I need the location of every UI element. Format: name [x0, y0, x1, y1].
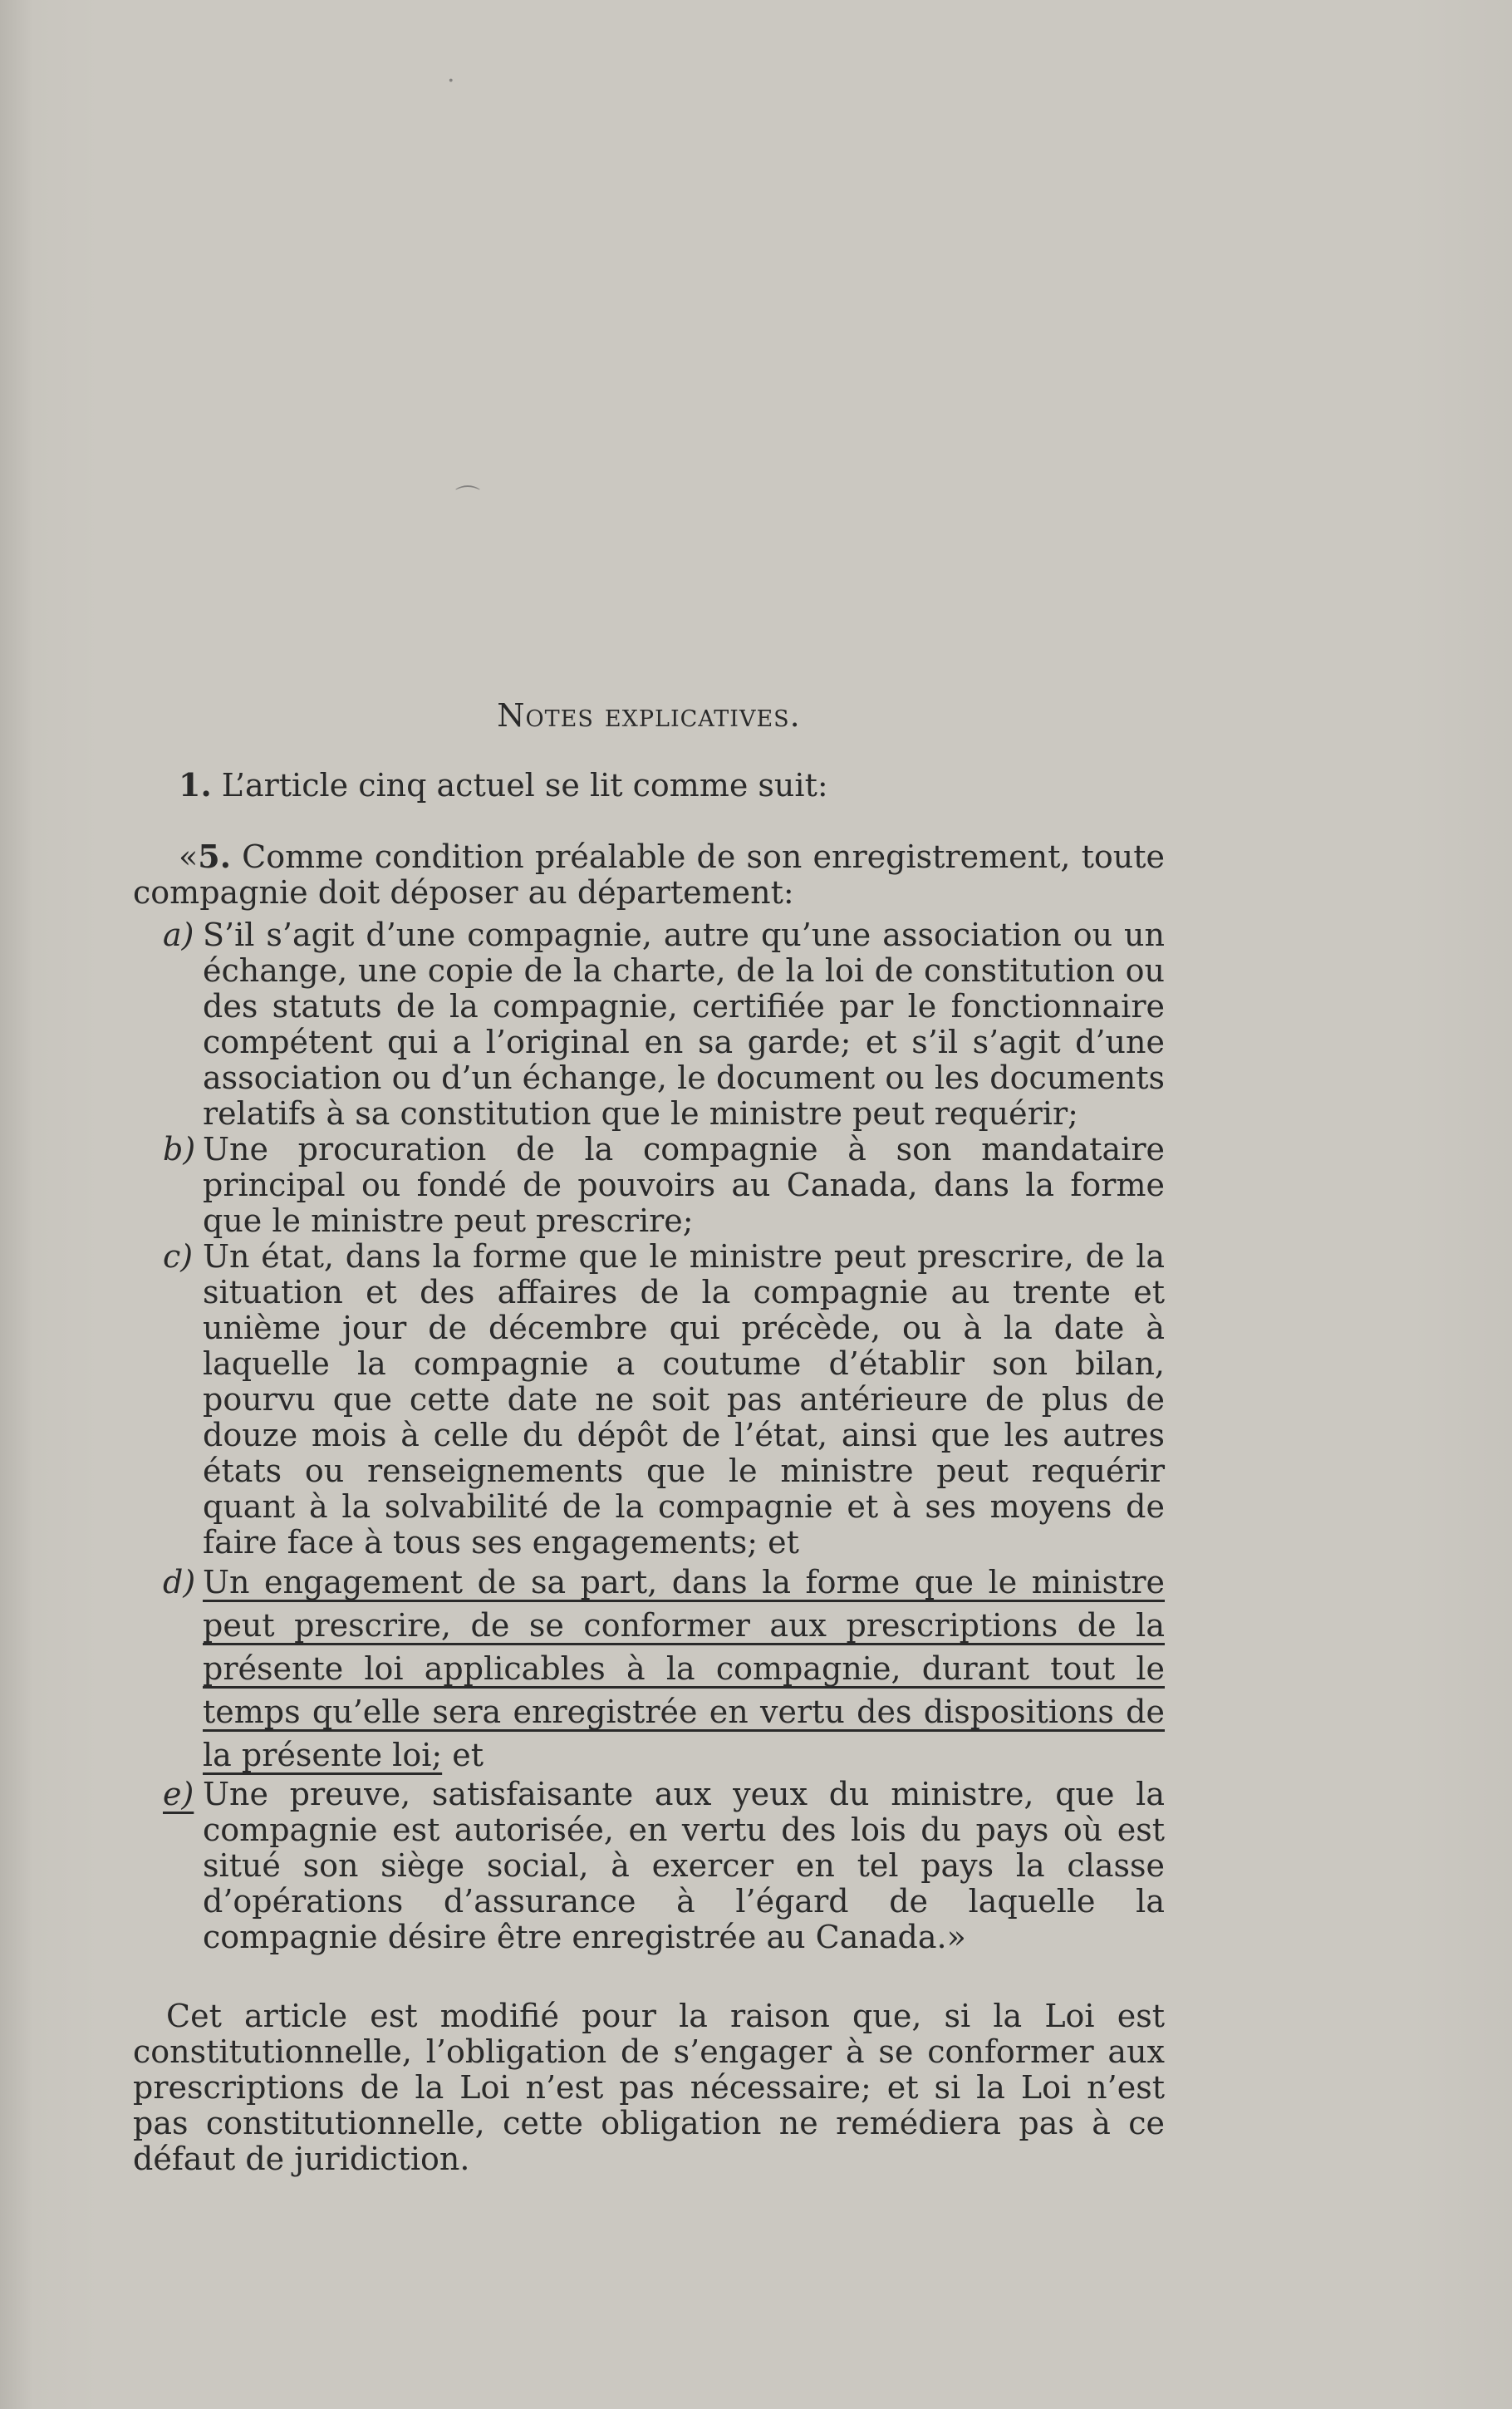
pencil-mark: ⌒: [455, 484, 480, 514]
article-item-b: [133, 1132, 1165, 1239]
item-label: b): [163, 1131, 196, 1168]
heading-initial: N: [497, 697, 526, 734]
item-label: d): [163, 1564, 196, 1600]
article-text: Comme condition préalable de son enregistrement, toute compagnie doit déposer au département:: [133, 838, 1165, 911]
intro-text: L’article cinq actuel se lit comme suit:: [211, 767, 828, 804]
item-text: Une procuration de la compagnie à son mandataire principal ou fondé de pouvoirs au Canada, dans la forme que le ministre peut prescrire;: [203, 1131, 1165, 1239]
item-text: S’il s’agit d’une compagnie, autre qu’une association ou un échange, une copie de la charte, de la loi de constitution ou des statuts de la compagnie, certifiée par le fonctionnaire compétent qui a l’original en sa garde; et s’il s’agit d’une association ou d’un échange, le document ou les documents relatifs à sa constitution que le ministre peut requérir;: [203, 917, 1165, 1132]
article-item-e: [133, 1777, 1165, 1955]
item-text: Une preuve, satisfaisante aux yeux du ministre, que la compagnie est autorisée, en vertu des lois du pays où est situé son siège social, à exercer en tel pays la classe d’opérations d’assurance à l’égard de laquelle la compagnie désire être enregistrée au Canada.»: [203, 1776, 1165, 1955]
item-text-underlined: Un engagement de sa part, dans la forme que le ministre peut prescrire, de se conformer aux prescriptions de la présente loi applicables à la compagnie, durant tout le temps qu’elle sera enregistrée en vertu des dispositions de la présente loi;: [203, 1564, 1165, 1773]
intro-number: 1.: [179, 766, 212, 804]
intro-paragraph: [133, 767, 1165, 804]
speck-mark: ·: [447, 66, 455, 96]
explanatory-note: Cet article est modifié pour la raison que, si la Loi est constitutionnelle, l’obligation de s’engager à se conformer aux prescriptions de la Loi n’est pas nécessaire; et si la Loi n’est pas constitutionnelle, cette obligation ne remédiera pas à ce défaut de juridiction.: [133, 1998, 1165, 2177]
article-items: [133, 917, 1165, 1955]
page-heading: [133, 698, 1165, 734]
quoted-article: [133, 838, 1165, 911]
article-item-c: [133, 1239, 1165, 1561]
article-number: 5.: [198, 838, 231, 875]
item-label: e): [163, 1776, 194, 1812]
item-label: a): [163, 917, 194, 953]
heading-rest: otes explicatives.: [525, 697, 801, 734]
item-text: Un état, dans la forme que le ministre peut prescrire, de la situation et des affaires de la compagnie au trente et unième jour de décembre qui précède, ou à la date à laquelle la compagnie a coutume d’établir son bilan, pourvu que cette date ne soit pas antérieure de plus de douze mois à celle du dépôt de l’état, ainsi que les autres états ou renseignements que le ministre peut requérir quant à la solvabilité de la compagnie et à ses moyens de faire face à tous ses engagements; et: [203, 1238, 1165, 1561]
item-suffix: et: [442, 1737, 484, 1773]
article-item-d: [133, 1561, 1165, 1777]
item-label: c): [163, 1238, 194, 1275]
quote-open: «: [179, 838, 199, 875]
document-body: [133, 698, 1165, 2177]
article-item-a: [133, 917, 1165, 1132]
